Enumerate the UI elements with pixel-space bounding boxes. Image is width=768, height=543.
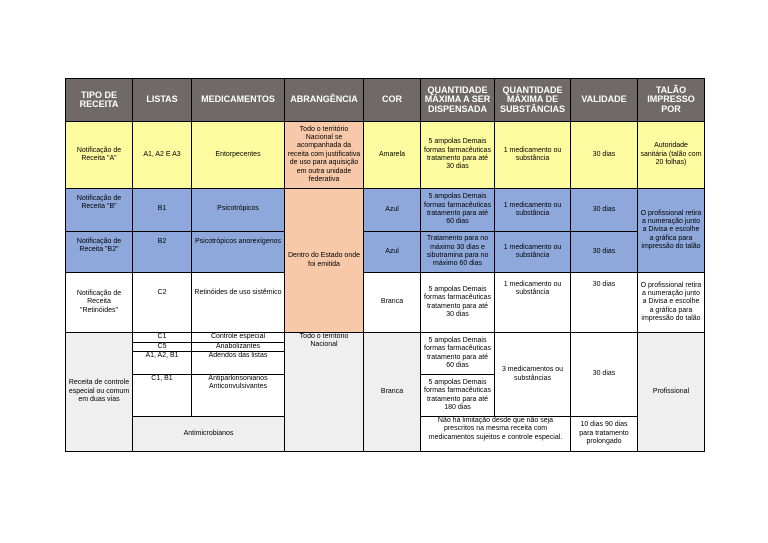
row-esp-quantidade-2: 5 ampolas Demais formas farmacêuticas tratamento para até 180 dias	[420, 374, 495, 417]
row-esp-med-c1: Controle especial	[191, 332, 285, 343]
row-b2-substancias: 1 medicamento ou substância	[494, 231, 571, 273]
row-ret-listas: C2	[132, 272, 192, 333]
row-a-medicamentos: Entorpecentes	[191, 121, 285, 189]
row-esp-antimicrobianos: Antimicrobianos	[132, 416, 285, 452]
row-a-validade: 30 dias	[570, 121, 638, 189]
row-b-medicamentos: Psicotrópicos	[191, 188, 285, 232]
row-b-tipo: Notificação de Receita "B"	[65, 188, 133, 232]
row-esp-validade: 30 dias	[570, 332, 638, 417]
row-b-talao: O profissional retira a numeração junto a Divisa e escolhe a gráfica para impressão do talão	[637, 188, 705, 273]
row-esp-listas-adendos: A1, A2, B1	[132, 351, 192, 375]
row-b-quantidade: 5 ampolas Demais formas farmacêuticas tratamento para até 60 dias	[420, 188, 495, 232]
row-esp-substancias: 3 medicamentos ou substâncias	[494, 332, 571, 417]
row-esp-cor: Branca	[363, 332, 421, 452]
row-esp-tipo: Receita de controle especial ou comum em duas vias	[65, 332, 133, 452]
row-ret-talao: O profissional retira a numeração junto a Divisa e escolhe a gráfica para impressão do talão	[637, 272, 705, 333]
row-ret-tipo: Notificação de Receita "Retinóides"	[65, 272, 133, 333]
header-listas: LISTAS	[132, 78, 192, 122]
row-b-cor: Azul	[363, 188, 421, 232]
row-b2-listas: B2	[132, 231, 192, 273]
row-b2-tipo: Notificação de Receita "B2"	[65, 231, 133, 273]
row-esp-med-c1b1: Antiparkinsonianos Anticonvulsivantes	[191, 374, 285, 417]
row-esp-med-c5: Anabolizantes	[191, 342, 285, 352]
row-esp-antimicrobianos-quantidade: Não há limitação desde que não seja prescritos na mesma receita com medicamentos sujeitos e controle especial.	[420, 416, 571, 452]
row-a-tipo: Notificação de Receita "A"	[65, 121, 133, 189]
header-medicamentos: MEDICAMENTOS	[191, 78, 285, 122]
abrangencia-estado: Dentro do Estado onde foi emitida	[284, 188, 364, 333]
row-esp-abrangencia: Todo o território Nacional	[284, 332, 364, 452]
header-tipo: TIPO DE RECEITA	[65, 78, 133, 122]
row-b-listas: B1	[132, 188, 192, 232]
row-a-cor: Amarela	[363, 121, 421, 189]
row-a-substancias: 1 medicamento ou substância	[494, 121, 571, 189]
header-cor: COR	[363, 78, 421, 122]
row-a-abrangencia: Todo o território Nacional se acompanhada da receita com justificativa de uso para aquisição em outra unidade federativa	[284, 121, 364, 189]
header-talao: TALÃO IMPRESSO POR	[637, 78, 705, 122]
row-esp-listas-c1b1: C1, B1	[132, 374, 192, 417]
header-quantidade: QUANTIDADE MÁXIMA A SER DISPENSADA	[420, 78, 495, 122]
row-ret-substancias: 1 medicamento ou substância	[494, 272, 571, 333]
row-b-substancias: 1 medicamento ou substância	[494, 188, 571, 232]
row-esp-listas-c1: C1	[132, 332, 192, 343]
row-a-quantidade: 5 ampolas Demais formas farmacêuticas tratamento para até 30 dias	[420, 121, 495, 189]
row-ret-cor: Branca	[363, 272, 421, 333]
row-ret-quantidade: 5 ampolas Demais formas farmacêuticas tratamento para até 30 dias	[420, 272, 495, 333]
header-substancias: QUANTIDADE MÁXIMA DE SUBSTÂNCIAS	[494, 78, 571, 122]
row-esp-talao: Profissional	[637, 332, 705, 452]
row-esp-med-adendos: Adendos das listas	[191, 351, 285, 375]
row-b2-medicamentos: Psicotrópicos anorexígenos	[191, 231, 285, 273]
row-b2-cor: Azul	[363, 231, 421, 273]
row-b-validade: 30 dias	[570, 188, 638, 232]
row-ret-medicamentos: Retinóides de uso sistêmico	[191, 272, 285, 333]
row-ret-validade: 30 dias	[570, 272, 638, 333]
header-abrangencia: ABRANGÊNCIA	[284, 78, 364, 122]
row-a-listas: A1, A2 E A3	[132, 121, 192, 189]
row-esp-quantidade-1: 5 ampolas Demais formas farmacêuticas tratamento para até 60 dias	[420, 332, 495, 375]
row-b2-quantidade: Tratamento para no máximo 30 dias e sibutramina para no máximo 60 dias	[420, 231, 495, 273]
header-validade: VALIDADE	[570, 78, 638, 122]
row-esp-antimicrobianos-validade: 10 dias 90 dias para tratamento prolongado	[570, 416, 638, 452]
row-a-talao: Autoridade sanitária (talão com 20 folhas)	[637, 121, 705, 189]
row-b2-validade: 30 dias	[570, 231, 638, 273]
row-esp-listas-c5: C5	[132, 342, 192, 352]
